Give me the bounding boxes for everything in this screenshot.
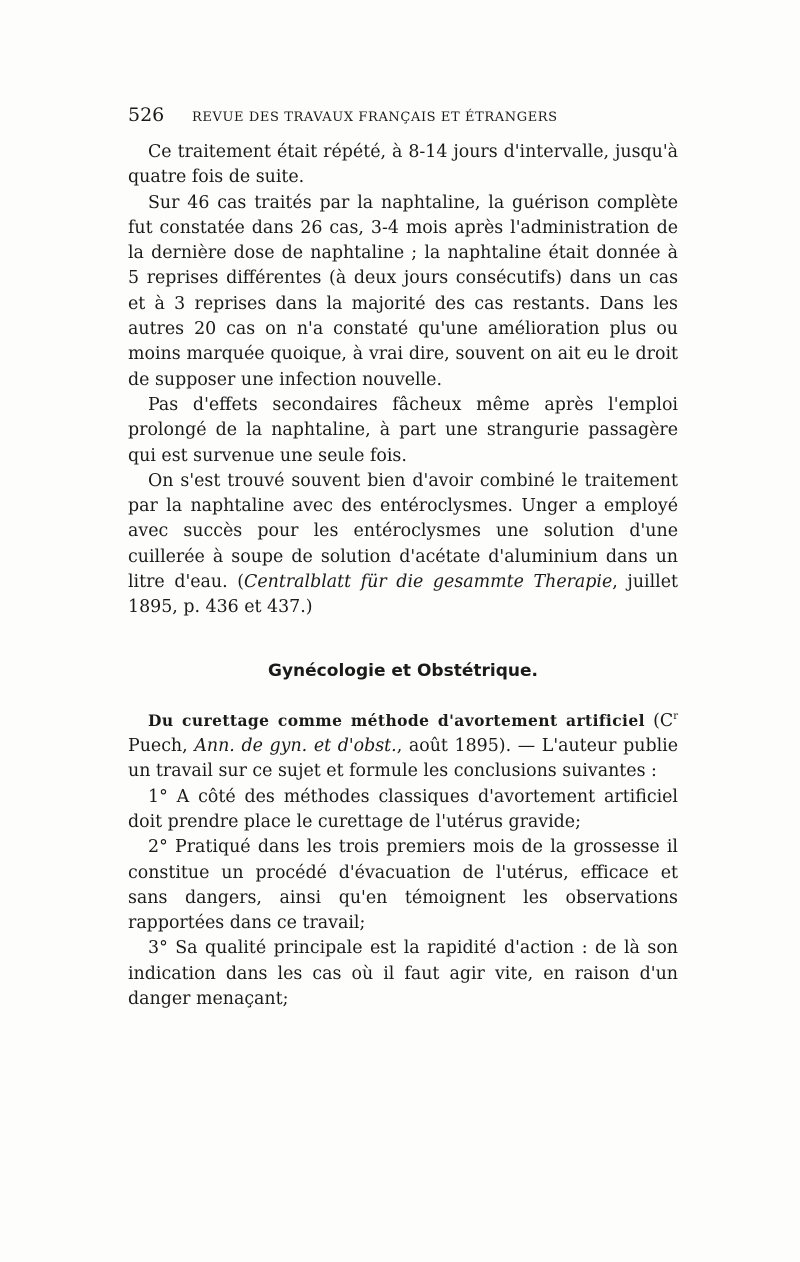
conclusion-item: 1° A côté des méthodes classiques d'avortement artificiel doit prendre place le curettage de l'utérus gravide; <box>128 786 678 832</box>
journal-title: Centralblatt für die gesammte Therapie <box>244 572 613 593</box>
paragraph: Sur 46 cas traités par la naphtaline, la guérison complète fut constatée dans 26 cas, 3-4 mois après l'administration de la dernière dose de naphtaline ; la naphtaline était donnée à 5 reprises différentes (à deux jours consécutifs) dans un cas et à 3 reprises dans la majorité des cas restants. Dans les autres 20 cas on n'a constaté qu'une amélioration plus ou moins marquée quoique, à vrai dire, souvent on ait eu le droit de supposer une infection nouvelle. <box>128 192 678 390</box>
section-title: Gynécologie et Obstétrique. <box>268 660 538 681</box>
article-body <box>128 140 678 1012</box>
conclusion-item: 3° Sa qualité principale est la rapidité d'action : de là son indication dans les cas où il faut agir vite, en raison d'un danger menaçant; <box>128 938 678 1009</box>
article-intro <box>128 704 678 785</box>
page-header <box>128 104 678 140</box>
citation-open: (C <box>644 710 674 731</box>
paragraph-text: , juillet 1895, p. 436 et 437.) <box>128 572 678 618</box>
paragraph-text: On s'est trouvé souvent bien d'avoir combiné le traitement par la naphtaline avec des entéroclysmes. Unger a employé avec succès pour les entéroclysmes une solution d'une cuillerée à soupe de solution d'acétate d'aluminium dans un litre d'eau. ( <box>128 470 678 593</box>
article-title: Du curettage comme méthode d'avortement artificiel <box>148 710 645 730</box>
paragraph: Ce traitement était répété, à 8-14 jours d'intervalle, jusqu'à quatre fois de suite. <box>128 142 678 188</box>
paragraph <box>128 469 678 621</box>
page-number: 526 <box>128 104 165 126</box>
citation-rest: , août 1895). — L'auteur publie un travail sur ce sujet et formule les conclusions suivantes : <box>128 736 678 782</box>
citation-sup: r <box>673 710 678 722</box>
citation-journal: Ann. de gyn. et d'obst. <box>194 736 397 757</box>
running-head: REVUE DES TRAVAUX FRANÇAIS ET ÉTRANGERS <box>192 110 558 125</box>
page <box>128 104 678 1012</box>
paragraph: Pas d'effets secondaires fâcheux même après l'emploi prolongé de la naphtaline, à part une strangurie passagère qui est survenue une seule fois. <box>128 394 678 466</box>
conclusion-item: 2° Pratiqué dans les trois premiers mois de la grossesse il constitue un procédé d'évacuation de l'utérus, efficace et sans dangers, ainsi qu'en témoignent les observations rapportées dans ce travail; <box>128 837 678 934</box>
citation-author: Puech, <box>128 736 195 757</box>
